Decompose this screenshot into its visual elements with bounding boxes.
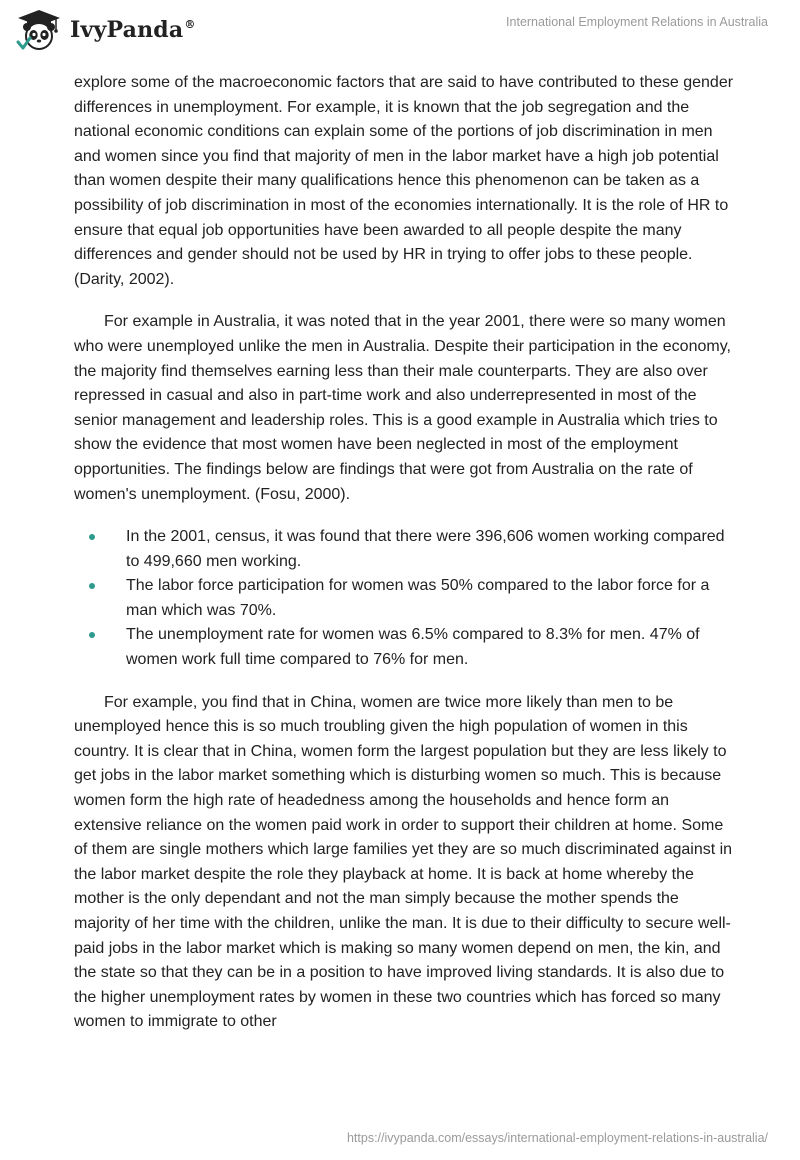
list-item [74,525,734,574]
document-title: International Employment Relations in Australia [506,15,768,29]
list-item-text: The unemployment rate for women was 6.5% compared to 8.3% for men. 47% of women work full time compared to 76% for men. [126,626,700,669]
list-item-text: The labor force participation for women was 50% compared to the labor force for a man which was 70%. [126,577,710,619]
page-header [0,0,800,64]
bullet-icon [89,583,95,589]
findings-list [74,525,734,673]
paragraph: For example, you find that in China, women are twice more likely than men to be unemployed hence this is so much troubling given the high population of women in this country. It is clear that in China, women form the largest population but they are less likely to get jobs in the labor market something which is disturbing women so much. This is because women form the high rate of headedness among the households and hence form an extensive reliance on the women paid work in order to support their children at home. Some of them are single mothers which large families yet they are so much discriminated against in the labor market despite the role they playback at home. It is back at home whereby the mother is the only dependant and not the man simply because the mother spends the majority of her time with the children, unlike the man. It is due to their difficulty to secure well-paid jobs in the labor market which is making so many women depend on men, the kin, and the state so that they can be in a position to have improved living standards. It is also due to the higher unemployment rates by women in these two countries which has forced so many women to immigrate to other [74,693,733,1031]
source-url[interactable]: https://ivypanda.com/essays/international-employment-relations-in-australia/ [346,1131,768,1145]
essay-body [74,71,734,1053]
list-item [74,623,734,672]
bullet-icon [89,534,95,540]
list-item [74,574,734,623]
list-item-text: In the 2001, census, it was found that there were 396,606 women working compared to 499,660 men working. [126,528,725,570]
brand-name-text: IvyPanda [70,17,184,43]
registered-mark: ® [184,18,196,31]
brand-logo[interactable] [14,8,196,52]
bullet-icon [89,632,95,638]
brand-name [70,17,196,43]
panda-graduate-icon [14,8,64,52]
paragraph: For example in Australia, it was noted that in the year 2001, there were so many women who were unemployed unlike the men in Australia. Despite their participation in the economy, the majority find themselves earning less than their male counterparts. They are also over repressed in casual and also in part-time work and also underrepresented in most of the senior management and leadership roles. This is a good example in Australia which tries to show the evidence that most women have been neglected in most of the employment opportunities. The findings below are findings that were got from Australia on the rate of women's unemployment. (Fosu, 2000). [74,313,731,503]
paragraph: explore some of the macroeconomic factors that are said to have contributed to these gender differences in unemployment. For example, it is known that the job segregation and the national economic conditions can explain some of the portions of job discrimination in men and women since you find that majority of men in the labor market have a high job potential than women despite their many qualifications hence this phenomenon can be taken as a possibility of job discrimination in most of the economies internationally. It is the role of HR to ensure that equal job opportunities have been awarded to all people despite the many differences and gender should not be used by HR in trying to offer jobs to these people. (Darity, 2002). [74,74,734,288]
